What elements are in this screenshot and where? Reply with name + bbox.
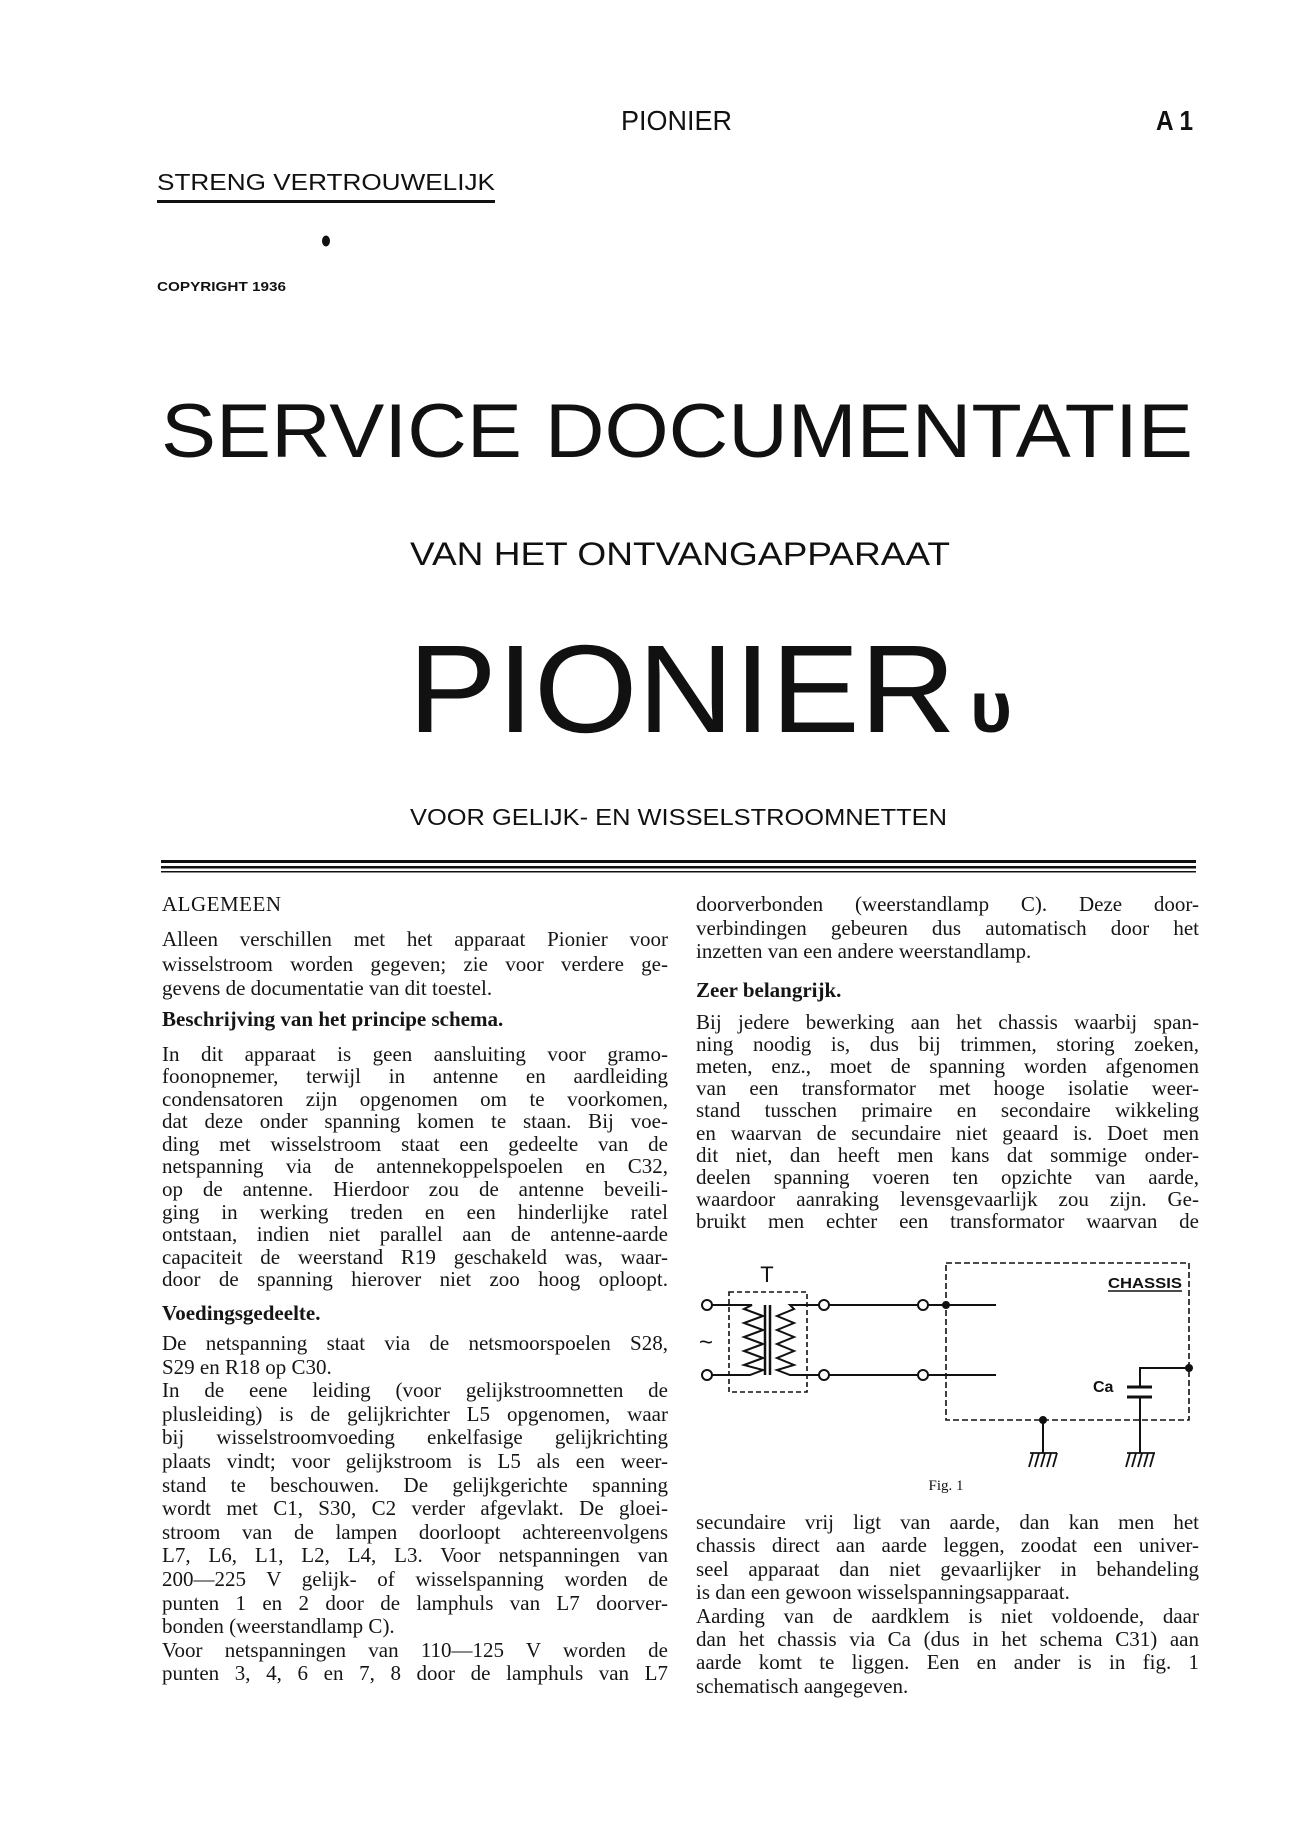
figure-1-schematic [690, 1260, 1250, 1510]
double-rule-middle [161, 866, 1196, 869]
text-line: en waarvan de secundaire niet geaard is. Doet men [696, 1120, 1199, 1145]
text-line: dat deze onder spanning komen te staan. Bij voe- [162, 1109, 668, 1134]
text-line: capaciteit de weerstand R19 geschakeld was, waar- [162, 1244, 668, 1269]
text-line: secundaire vrij ligt van aarde, dan kan men het [696, 1510, 1199, 1534]
ac-symbol: ~ [699, 1329, 714, 1356]
text-line: In de eene leiding (voor gelijkstroomnetten de [162, 1378, 668, 1403]
paragraph-schema [162, 1043, 668, 1292]
chassis-label: CHASSIS [1108, 1275, 1182, 1292]
secondary-coil [777, 1305, 819, 1375]
capacitor-wire-top [1140, 1368, 1189, 1387]
text-line: verbindingen gebeuren dus automatisch door het [696, 915, 1199, 940]
confidential-label: STRENG VERTROUWELIJK [157, 169, 496, 195]
paragraph-important [696, 1011, 1199, 1233]
text-line: netspanning via de antennekoppelspoelen en C32, [162, 1154, 668, 1179]
input-terminal-top [702, 1300, 712, 1310]
output-terminal-bottom [819, 1370, 829, 1380]
text-line: is dan een gewoon wisselspanningsapparaat. [696, 1580, 1070, 1605]
text-line: doorverbonden (weerstandlamp C). Deze door- [696, 892, 1199, 916]
ground-icon-chassis [1029, 1453, 1057, 1467]
transformer-box [729, 1292, 807, 1392]
running-title: PIONIER [621, 105, 732, 136]
confidential-underline [157, 200, 495, 203]
text-line: wordt met C1, S30, C2 verder afgevlakt. De gloei- [162, 1496, 668, 1521]
power-section [162, 1332, 668, 1686]
text-line: ging in werking treden en een hinderlijke ratel [162, 1199, 668, 1224]
document-scope: VOOR GELIJK- EN WISSELSTROOMNETTEN [410, 804, 947, 830]
text-line: ding met wisselstroom staat een gedeelte van de [162, 1131, 668, 1156]
title-block [0, 380, 1299, 880]
input-terminal-bottom [702, 1370, 712, 1380]
text-line: door de spanning hierover niet zoo hoog oploopt. [162, 1267, 668, 1292]
text-line: S29 en R18 op C30. [162, 1354, 332, 1379]
text-line: bonden (weerstandlamp C). [162, 1614, 395, 1639]
capacitor-label: Ca [1093, 1379, 1114, 1396]
text-line: Bij jedere bewerking aan het chassis waarbij span- [696, 1009, 1199, 1034]
heading-voedingsgedeelte: Voedingsgedeelte. [162, 1301, 321, 1326]
copyright-label: COPYRIGHT 1936 [157, 280, 287, 294]
text-line: schematisch aangegeven. [696, 1673, 909, 1698]
text-line: bij wisselstroomvoeding enkelfasige gelijkrichting [162, 1425, 668, 1450]
page-number: A 1 [1156, 105, 1193, 136]
text-line: In dit apparaat is geen aansluiting voor gramo- [162, 1041, 668, 1066]
text-line: L7, L6, L1, L2, L4, L3. Voor netspanningen van [162, 1543, 668, 1568]
text-line: punten 1 en 2 door de lamphuls van L7 doorver- [162, 1590, 668, 1615]
text-line: foonopnemer, terwijl in antenne en aardleiding [162, 1064, 668, 1089]
text-line: inzetten van een andere weerstandlamp. [696, 939, 1032, 963]
text-line: chassis direct aan aarde leggen, zoodat een univer- [696, 1533, 1199, 1558]
text-line: wisselstroom worden gegeven; zie voor verdere ge- [162, 951, 668, 976]
right-column-lower [696, 1511, 1199, 1698]
paragraph-intro [162, 927, 668, 1001]
document-title: SERVICE DOCUMENTATIE [161, 389, 1193, 474]
text-line: Alleen verschillen met het apparaat Pionier voor [162, 927, 668, 951]
text-line: De netspanning staat via de netsmoorspoelen S28, [162, 1331, 668, 1356]
figure-caption: Fig. 1 [928, 1478, 964, 1494]
double-rule-bottom [161, 871, 1196, 873]
text-line: waardoor aanraking levensgevaarlijk zou zijn. Ge- [696, 1187, 1199, 1212]
left-column [162, 892, 668, 1686]
text-line: stroom van de lampen doorloopt achtereenvolgens [162, 1519, 668, 1544]
paragraph-power-2 [162, 1379, 668, 1639]
document-subtitle: VAN HET ONTVANGAPPARAAT [410, 536, 950, 572]
text-line: 200—225 V gelijk- of wisselspanning worden de [162, 1566, 668, 1591]
primary-coil [712, 1305, 763, 1375]
text-line: dan het chassis via Ca (dus in het schema C31) aan [696, 1627, 1199, 1652]
text-line: Voor netspanningen van 110—125 V worden de [162, 1637, 668, 1662]
text-line: van een transformator met hooge isolatie weer- [696, 1076, 1199, 1101]
text-line: seel apparaat dan niet gevaarlijker in behandeling [696, 1556, 1199, 1581]
model-name: PIONIER [408, 620, 956, 759]
text-line: dit niet, dan heeft men kans dat sommige onder- [696, 1142, 1199, 1167]
double-rule-top [161, 860, 1196, 863]
heading-principe-schema: Beschrijving van het principe schema. [162, 1006, 504, 1031]
section-heading-algemeen: ALGEMEEN [162, 892, 282, 916]
text-line: op de antenne. Hierdoor zou de antenne beveili- [162, 1177, 668, 1202]
text-line: condensatoren zijn opgenomen om te voorkomen, [162, 1086, 668, 1111]
right-column [696, 893, 1199, 1233]
text-line: ontstaan, indien niet parallel aan de antenne-aarde [162, 1222, 668, 1247]
bullet-dot [322, 236, 330, 247]
transformer-label: T [760, 1262, 774, 1287]
text-line: bruikt men echter een transformator waarvan de [696, 1209, 1199, 1234]
ground-icon-capacitor [1126, 1453, 1155, 1467]
heading-zeer-belangrijk: Zeer belangrijk. [696, 977, 842, 1002]
text-line: meten, enz., moet de spanning worden afgenomen [696, 1053, 1199, 1078]
text-line: gevens de documentatie van dit toestel. [162, 976, 493, 1000]
text-line: punten 3, 4, 6 en 7, 8 door de lamphuls van L7 [162, 1661, 668, 1686]
text-line: aarde komt te liggen. Een en ander is in fig. 1 [696, 1650, 1199, 1675]
text-line: plaats vindt; voor gelijkstroom is L5 als een weer- [162, 1449, 668, 1473]
text-line: stand tusschen primaire en secondaire wikkeling [696, 1098, 1199, 1123]
paragraph-power-1 [162, 1332, 668, 1379]
model-suffix: υ [970, 668, 1012, 748]
chassis-terminal-bottom [918, 1370, 928, 1380]
output-terminal-top [819, 1300, 829, 1310]
paragraph-after-figure-1 [696, 1511, 1199, 1605]
text-line: plusleiding) is de gelijkrichter L5 opgenomen, waar [162, 1401, 668, 1426]
paragraph-after-figure-2 [696, 1605, 1199, 1699]
chassis-terminal-top [918, 1300, 928, 1310]
text-line: ning noodig is, dus bij trimmen, storing zoeken, [696, 1031, 1199, 1056]
text-line: deelen spanning voeren ten opzichte van aarde, [696, 1164, 1199, 1189]
text-line: stand te beschouwen. De gelijkgerichte spanning [162, 1472, 668, 1497]
paragraph-continuation [696, 893, 1199, 964]
paragraph-power-3 [162, 1639, 668, 1686]
page-header [0, 0, 1299, 300]
text-line: Aarding van de aardklem is niet voldoende, daar [696, 1603, 1199, 1628]
